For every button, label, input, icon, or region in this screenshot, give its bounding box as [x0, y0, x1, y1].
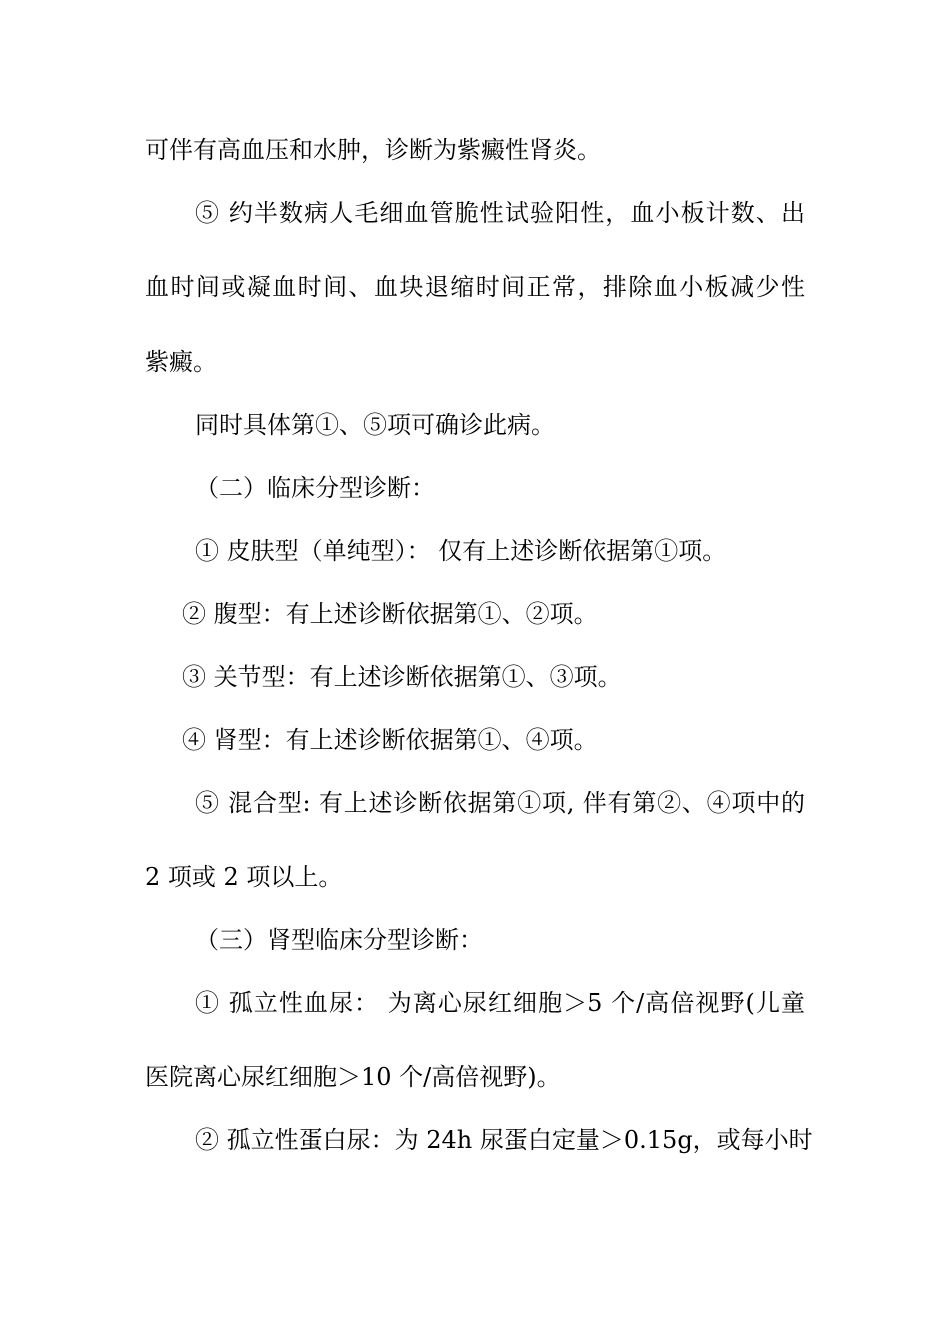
text-line-7: ① 皮肤型（单纯型）： 仅有上述诊断依据第①项。 — [195, 537, 727, 565]
text-line-4: 紫癜。 — [145, 348, 217, 376]
text-line-5: 同时具体第①、⑤项可确诊此病。 — [195, 411, 555, 439]
text-line-2: ⑤ 约半数病人毛细血管脆性试验阳性，血小板计数、出 — [195, 199, 805, 227]
text-line-16: ② 孤立性蛋白尿：为 24h 尿蛋白定量＞0.15g，或每小时 — [195, 1126, 813, 1154]
section-heading-2: （二）临床分型诊断： — [195, 474, 435, 502]
text-line-3: 血时间或凝血时间、血块退缩时间正常，排除血小板减少性 — [145, 273, 805, 301]
text-line-10: ④ 肾型：有上述诊断依据第①、④项。 — [182, 726, 598, 754]
text-line-9: ③ 关节型：有上述诊断依据第①、③项。 — [182, 663, 622, 691]
text-line-1: 可伴有高血压和水肿，诊断为紫癜性肾炎。 — [145, 136, 601, 164]
text-line-14: ① 孤立性血尿： 为离心尿红细胞＞5 个/高倍视野(儿童 — [195, 989, 805, 1017]
text-line-8: ② 腹型：有上述诊断依据第①、②项。 — [182, 600, 598, 628]
text-line-15: 医院离心尿红细胞＞10 个/高倍视野)。 — [145, 1063, 561, 1091]
text-line-12: 2 项或 2 项以上。 — [145, 863, 343, 891]
text-line-11: ⑤ 混合型: 有上述诊断依据第①项, 伴有第②、④项中的 — [195, 789, 805, 817]
section-heading-3: （三）肾型临床分型诊断： — [195, 926, 483, 954]
